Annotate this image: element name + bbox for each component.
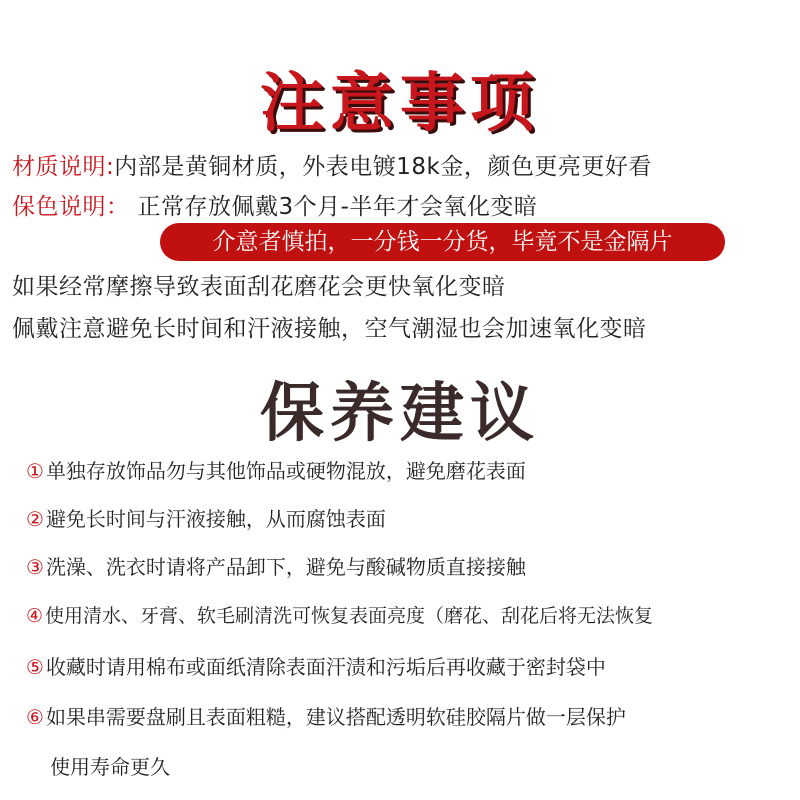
material-line [12,148,652,181]
care-item-5 [26,651,606,680]
care-item-text: 洗澡、洗衣时请将产品卸下，避免与酸碱物质直接接触 [45,555,526,579]
color-text: 正常存放佩戴3个月-半年才会氧化变暗 [137,194,538,220]
care-title: 保养建议 [260,377,540,451]
caution-banner: 介意者慎拍，一分钱一分货，毕竟不是金隔片 [160,223,725,261]
care-item-text: 如果串需要盘刷且表面粗糙，建议搭配透明软硅胶隔片做一层保护 [45,705,626,729]
care-item-text: 收藏时请用棉布或面纸清除表面汗渍和污垢后再收藏于密封袋中 [45,655,606,679]
care-item-6-continued: 使用寿命更久 [50,755,170,779]
care-item-number: ② [26,507,44,531]
care-item-1 [26,455,526,484]
care-item-number: ⑤ [26,655,44,679]
care-item-6 [26,701,626,730]
material-text: 内部是黄铜材质，外表电镀18k金，颜色更亮更好看 [114,154,652,180]
notice-title: 注意事项 [260,67,540,141]
care-item-text: 单独存放饰品勿与其他饰品或硬物混放，避免磨花表面 [45,459,526,483]
care-item-number: ① [26,459,44,483]
care-item-number: ⑥ [26,705,44,729]
care-item-number: ④ [26,605,44,627]
color-label: 保色说明： [12,194,130,220]
care-item-text: 使用清水、牙膏、软毛刷清洗可恢复表面亮度（磨花、刮花后将无法恢复 [45,605,654,627]
notice-line-3: 如果经常摩擦导致表面刮花磨花会更快氧化变暗 [12,274,506,300]
notice-line-4: 佩戴注意避免长时间和汗液接触，空气潮湿也会加速氧化变暗 [12,316,647,342]
color-line [12,188,537,221]
care-item-4 [26,601,653,628]
care-item-3 [26,551,526,580]
care-item-text: 避免长时间与汗液接触，从而腐蚀表面 [45,507,386,531]
care-item-2 [26,503,386,532]
material-label: 材质说明: [12,154,115,180]
care-item-number: ③ [26,555,44,579]
